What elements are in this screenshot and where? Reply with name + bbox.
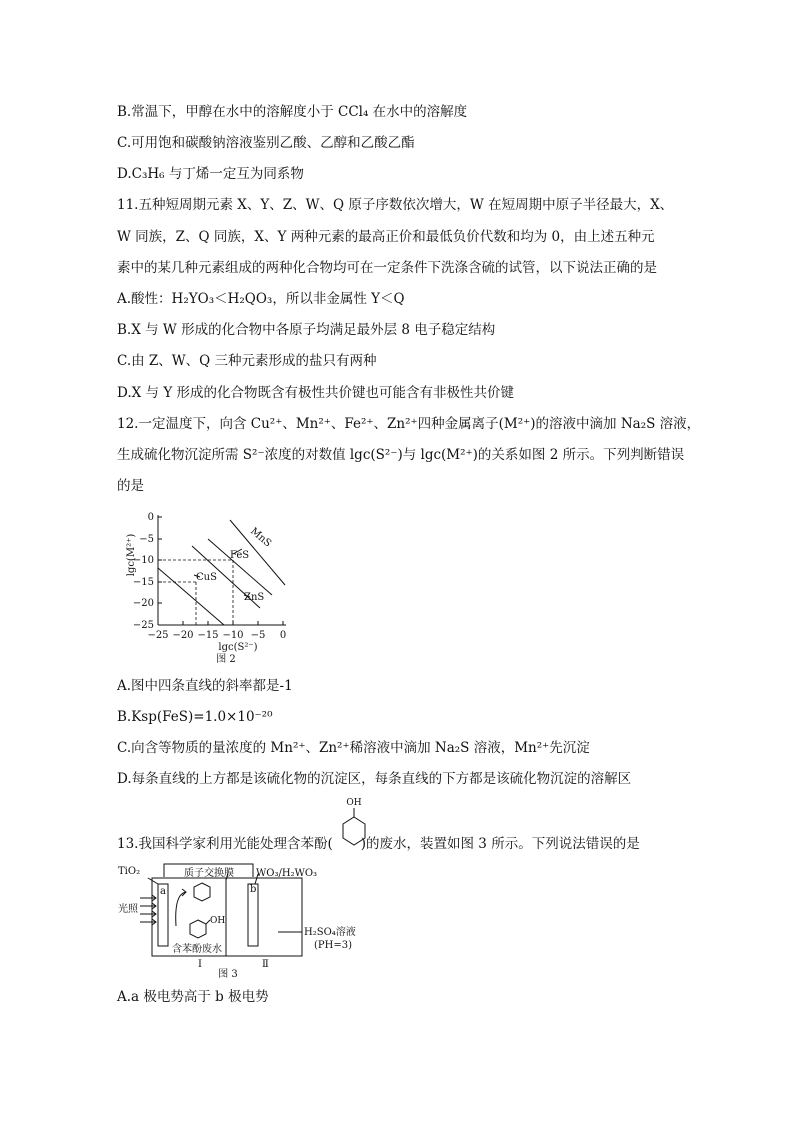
y-tick: −20 <box>132 598 154 609</box>
q12-option-a: A.图中四条直线的斜率都是-1 <box>117 678 293 694</box>
q13-stem-part2: )的废水，装置如图 3 所示。下列说法错误的是 <box>360 836 640 852</box>
tio2-label: TiO₂ <box>118 866 141 877</box>
q12-stem-line2: 生成硫化物沉淀所需 S²⁻浓度的对数值 lgc(S²⁻)与 lgc(M²⁺)的关系如图 2 所示。下列判断错误 <box>117 447 685 463</box>
phenol-oh-label: OH <box>210 916 226 926</box>
q12-option-d: D.每条直线的上方都是该硫化物的沉淀区，每条直线的下方都是该硫化物沉淀的溶解区 <box>117 771 632 787</box>
y-tick: −15 <box>132 577 154 588</box>
figure-2-graph <box>120 505 300 670</box>
ph-label: (PH=3) <box>314 940 352 951</box>
membrane-label: 质子交换膜 <box>184 868 234 879</box>
mns-label: MnS <box>248 525 274 550</box>
figure-3-apparatus <box>118 860 378 980</box>
y-tick: 0 <box>147 512 154 523</box>
q11-stem-line3: 素中的某几种元素组成的两种化合物均可在一定条件下洗涤含硫的试管，以下说法正确的是 <box>117 260 657 276</box>
cell-1-label: Ⅰ <box>198 959 202 970</box>
x-tick: −10 <box>222 630 244 641</box>
q13-option-a: A.a 极电势高于 b 极电势 <box>117 989 269 1005</box>
x-tick: 0 <box>279 630 287 641</box>
x-tick: −20 <box>172 630 194 641</box>
figure-3-caption: 图 3 <box>218 969 238 980</box>
zns-label: ZnS <box>244 592 265 603</box>
q10-option-c: C.可用饱和碳酸钠溶液鉴别乙酸、乙醇和乙酸乙酯 <box>117 135 415 151</box>
x-tick: −15 <box>197 630 219 641</box>
q11-option-a: A.酸性：H₂YO₃＜H₂QO₃，所以非金属性 Y＜Q <box>117 291 405 307</box>
phenol-oh-label: OH <box>346 798 362 808</box>
phenol-structure-icon <box>334 795 374 855</box>
light-label: 光照 <box>118 904 138 915</box>
q13-stem-line1 <box>117 835 640 853</box>
y-tick: −5 <box>139 534 154 545</box>
fes-label: FeS <box>230 550 250 561</box>
q12-stem-line1: 12.一定温度下，向含 Cu²⁺、Mn²⁺、Fe²⁺、Zn²⁺四种金属离子(M²⁺)的溶液中滴加 Na₂S 溶液， <box>117 416 701 432</box>
y-tick: −25 <box>132 620 154 631</box>
q10-option-b: B.常温下，甲醇在水中的溶解度小于 CCl₄ 在水中的溶解度 <box>117 104 468 120</box>
zns-line <box>208 539 272 595</box>
electrode-a-label: a <box>160 886 166 897</box>
q12-option-b: B.Ksp(FeS)=1.0×10⁻²⁰ <box>117 709 273 725</box>
wo3-label: WO₃/H₂WO₃ <box>256 868 318 879</box>
x-tick: −25 <box>147 630 169 641</box>
q11-option-b: B.X 与 W 形成的化合物中各原子均满足最外层 8 电子稳定结构 <box>117 322 496 338</box>
q11-option-d: D.X 与 Y 形成的化合物既含有极性共价键也可能含有非极性共价键 <box>117 385 515 401</box>
electrode-b-label: b <box>250 884 257 895</box>
q11-option-c: C.由 Z、W、Q 三种元素形成的盐只有两种 <box>117 353 377 369</box>
q13-stem-part1: 13.我国科学家利用光能处理含苯酚( <box>117 836 333 852</box>
q12-option-c: C.向含等物质的量浓度的 Mn²⁺、Zn²⁺稀溶液中滴加 Na₂S 溶液，Mn²⁺先沉淀 <box>117 740 590 756</box>
q11-stem-line1: 11.五种短周期元素 X、Y、Z、W、Q 原子序数依次增大，W 在短周期中原子半径最大，X、 <box>117 197 674 213</box>
h2so4-label: H₂SO₄溶液 <box>304 927 356 938</box>
cus-label: CuS <box>196 572 217 583</box>
y-tick: −10 <box>132 555 154 566</box>
wastewater-label: 含苯酚废水 <box>172 944 222 955</box>
q11-stem-line2: W 同族，Z、Q 同族，X、Y 两种元素的最高正价和最低负价代数和均为 0，由上述五种元 <box>117 229 655 245</box>
y-axis-label: lgc(M²⁺) <box>126 533 137 577</box>
q12-stem-line3: 的是 <box>117 478 144 494</box>
x-tick: −5 <box>250 630 266 641</box>
x-axis-label: lgc(S²⁻) <box>218 642 258 653</box>
figure-2-caption: 图 2 <box>216 654 236 665</box>
cell-2-label: Ⅱ <box>262 959 269 970</box>
q10-option-d: D.C₃H₆ 与丁烯一定互为同系物 <box>117 166 304 182</box>
